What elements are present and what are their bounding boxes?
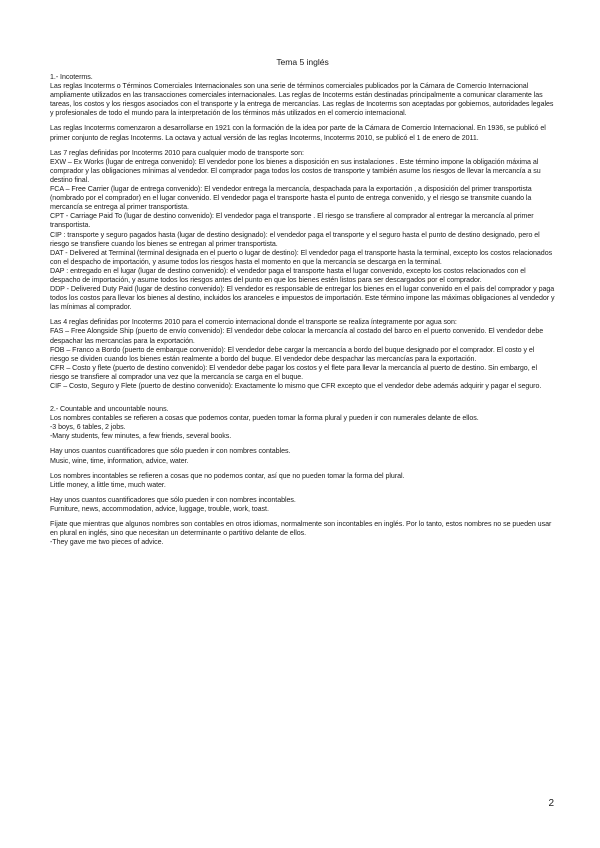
example-line: -They gave me two pieces of advice.: [50, 538, 164, 547]
paragraph: Las reglas Incoterms comenzaron a desarrollarse en 1921 con la formación de la idea por parte de la Cámara de Comercio Internacional. En 1936, se publicó el primer conjunto de reglas Incoterms. La octava y actual versión de las reglas Incoterms, Incoterms 2010, se publicó el 1 de enero de 2011.: [50, 124, 546, 142]
example-line: Music, wine, time, information, advice, water.: [50, 456, 189, 465]
rule-item: CFR – Costo y flete (puerto de destino convenido): El vendedor debe pagar los costos y el flete para llevar la mercancía al puerto de destino. Sin embargo, el riesgo se transfiere al comprador una vez que la mercancía se carga en el buque.: [50, 363, 537, 381]
paragraph: Hay unos cuantos cuantificadores que sólo pueden ir con nombres incontables.: [50, 495, 296, 504]
rules-any-transport: [50, 149, 555, 313]
page-number: 2: [548, 798, 554, 809]
rule-item: FCA – Free Carrier (lugar de entrega convenido): El vendedor entrega la mercancía, despachada para la exportación , a disposición del primer transportista (nombrado por el comprador) en el lugar convenido. El vendedor paga el transporte hasta el punto de entrega convenido, y el riesgo se transmite cuando la mercancía se entrega al primer transportista.: [50, 185, 532, 212]
paragraph: Las reglas Incoterms o Términos Comerciales Internacionales son una serie de términos comerciales publicados por la Cámara de Comercio Internacional ampliamente utilizados en las transacciones comerciales internacionales. Las reglas de Incoterms están destinadas principalmente a comunicar claramente las tareas, los costos y los riesgos asociados con el transporte y la entrega de mercancías. Las reglas de Incoterms son aceptadas por gobiernos, autoridades legales y profesionales de todo el mundo para la interpretación de los términos más utilizados en el comercio internacional.: [50, 82, 554, 118]
paragraph: Fíjate que mientras que algunos nombres son contables en otros idiomas, normalmente son incontables en inglés. Por lo tanto, estos nombres no se pueden usar en plural en inglés, sino que necesitan un determinante o partitivo delante de ellos.: [50, 520, 552, 538]
rules-water-transport: [50, 318, 555, 391]
rule-item: DAP : entregado en el lugar (lugar de destino convenido): el vendedor paga el transporte hasta el lugar convenido, excepto los costos relacionados con el despacho de importación, y asume todos los riesgos antes del punto en que los bienes estén listos para ser descargados por el comprador.: [50, 266, 526, 284]
rules-intro: Las 4 reglas definidas por Incoterms 2010 para el comercio internacional donde el transporte se realiza íntegramente por agua son:: [50, 318, 457, 327]
rule-item: FAS – Free Alongside Ship (puerto de envío convenido): El vendedor debe colocar la mercancía al costado del barco en el puerto convenido. El vendedor debe despachar las mercancías para la exportación.: [50, 327, 544, 345]
rule-item: FOB – Franco a Bordo (puerto de embarque convenido): El vendedor debe cargar la mercancía a bordo del buque designado por el comprador. El costo y el riesgo se dividen cuando los bienes están realmente a bordo del buque. El vendedor debe despachar las mercancías para la exportación.: [50, 345, 535, 363]
rule-item: DDP - Delivered Duty Paid (lugar de destino convenido): El vendedor es responsable de entregar los bienes en el lugar convenido en el país del comprador y paga todos los costos para llevar los bienes al destino, incluidos los aranceles e impuestos de importación. Este término impone las máximas obligaciones al vendedor y las mínimas al comprador.: [50, 285, 555, 312]
rule-item: CIF – Costo, Seguro y Flete (puerto de destino convenido): Exactamente lo mismo que CFR excepto que el vendedor debe además adquirir y pagar el seguro.: [50, 382, 542, 390]
example-line: Furniture, news, accommodation, advice, luggage, trouble, work, toast.: [50, 504, 269, 513]
rules-intro: Las 7 reglas definidas por Incoterms 2010 para cualquier modo de transporte son:: [50, 148, 304, 157]
note-block: [50, 447, 555, 465]
rule-item: CIP : transporte y seguro pagados hasta (lugar de destino designado): el vendedor paga el transporte y el seguro hasta el punto de destino designado, pero el riesgo se transfiere cuando los bienes se entregan al primer transportista.: [50, 230, 540, 248]
rule-item: DAT - Delivered at Terminal (terminal designada en el puerto o lugar de destino): El vendedor paga el transporte hasta la terminal, excepto los costos relacionados con el despacho de importación, y asume todos los riesgos hasta el momento en que la mercancía se descarga en la terminal.: [50, 248, 553, 266]
section-heading: 2.- Countable and uncountable nouns.: [50, 405, 169, 414]
example-line: -Many students, few minutes, a few friends, several books.: [50, 432, 232, 441]
paragraph: Los nombres incontables se refieren a cosas que no podemos contar, así que no pueden tomar la forma del plural.: [50, 471, 405, 480]
note-block: [50, 472, 555, 490]
page-content: [50, 57, 555, 553]
paragraph: Los nombres contables se refieren a cosas que podemos contar, pueden tomar la forma plural y pueden ir con numerales delante de ellos.: [50, 414, 479, 423]
rule-item: CPT - Carriage Paid To (lugar de destino convenido): El vendedor paga el transporte . El riesgo se transfiere al comprador al entregar la mercancía al primer transportista.: [50, 212, 534, 230]
example-line: Little money, a little time, much water.: [50, 480, 166, 489]
note-block: [50, 520, 555, 547]
section-2: [50, 405, 555, 441]
rule-item: EXW – Ex Works (lugar de entrega convenido): El vendedor pone los bienes a disposición en sus instalaciones . Este término impone la obligación máxima al comprador y las obligaciones mínimas al vendedor. El comprador paga todos los costos de transporte y también asume los riesgos de llevar la mercancía a su destino final.: [50, 157, 541, 184]
section-heading: 1.- Incoterms.: [50, 73, 93, 81]
paragraph: Hay unos cuantos cuantificadores que sólo pueden ir con nombres contables.: [50, 447, 291, 456]
section-1: [50, 73, 555, 118]
example-line: -3 boys, 6 tables, 2 jobs.: [50, 423, 126, 432]
note-block: [50, 496, 555, 514]
page-title: Tema 5 inglés: [276, 57, 329, 67]
